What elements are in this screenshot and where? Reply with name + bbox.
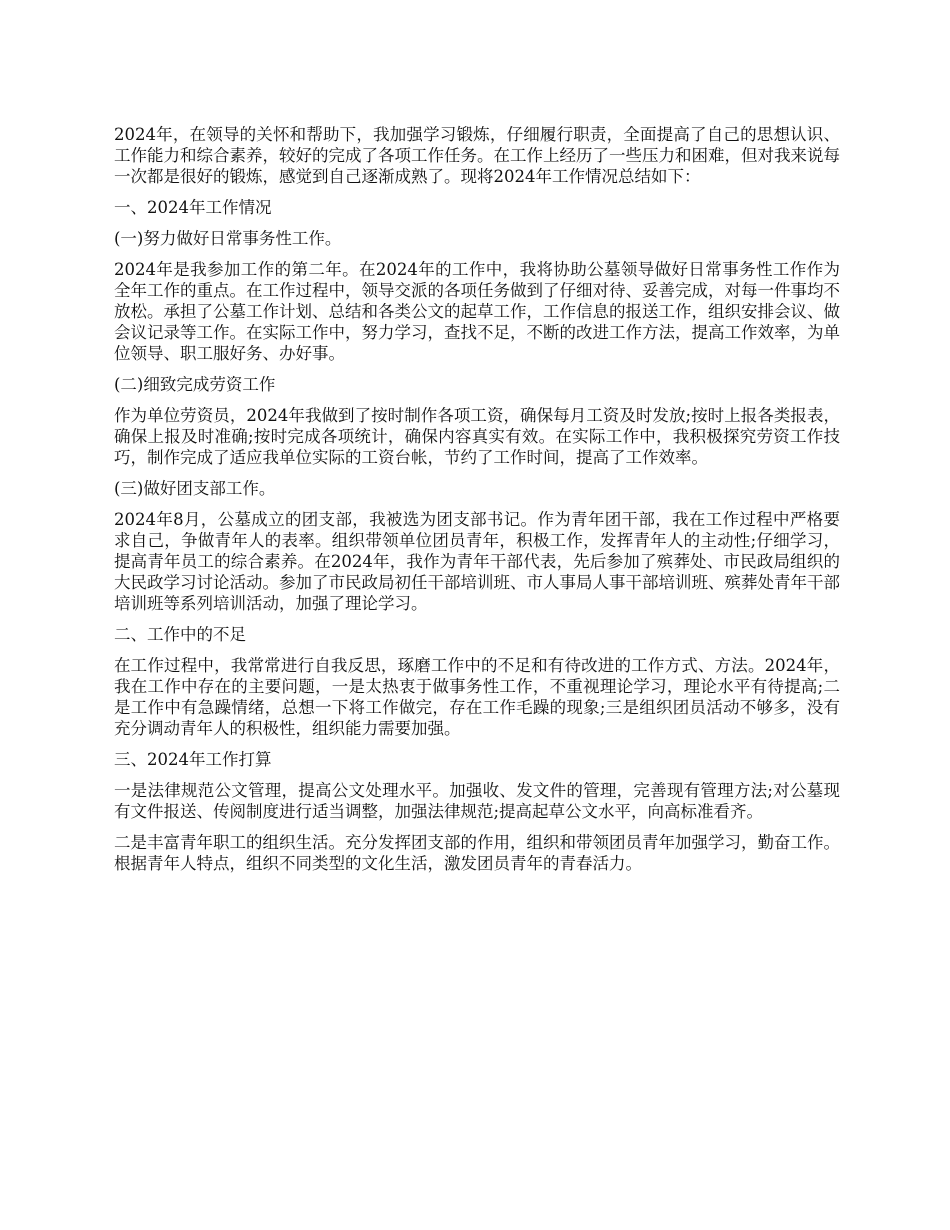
document-body [114,124,840,884]
subheading-payroll: (二)细致完成劳资工作 [114,375,276,394]
paragraph-shortcomings: 在工作过程中，我常常进行自我反思，琢磨工作中的不足和有待改进的工作方式、方法。2024年，我在工作中存在的主要问题，一是太热衷于做事务性工作，不重视理论学习，理论水平有待提高;二是工作中有急躁情绪，总想一下将工作做完，存在工作毛躁的现象;三是组织团员活动不够多，没有充分调动青年人的积极性，组织能力需要加强。 [114,656,840,738]
paragraph-plan-two: 二是丰富青年职工的组织生活。充分发挥团支部的作用，组织和带领团员青年加强学习，勤奋工作。根据青年人特点，组织不同类型的文化生活，激发团员青年的青春活力。 [114,833,840,873]
subheading-youth-league: (三)做好团支部工作。 [114,479,276,498]
paragraph-payroll: 作为单位劳资员，2024年我做到了按时制作各项工资，确保每月工资及时发放;按时上报各类报表，确保上报及时准确;按时完成各项统计，确保内容真实有效。在实际工作中，我积极探究劳资工作技巧，制作完成了适应我单位实际的工资台帐，节约了工作时间，提高了工作效率。 [114,406,840,467]
paragraph-daily-affairs: 2024年是我参加工作的第二年。在2024年的工作中，我将协助公墓领导做好日常事务性工作作为全年工作的重点。在工作过程中，领导交派的各项任务做到了仔细对待、妥善完成，对每一件事均不放松。承担了公墓工作计划、总结和各类公文的起草工作，工作信息的报送工作，组织安排会议、做会议记录等工作。在实际工作中，努力学习，查找不足，不断的改进工作方法，提高工作效率，为单位领导、职工服好务、办好事。 [114,260,840,363]
section-heading-work-status: 一、2024年工作情况 [114,198,272,217]
paragraph-youth-league: 2024年8月，公墓成立的团支部，我被选为团支部书记。作为青年团干部，我在工作过程中严格要求自己，争做青年人的表率。组织带领单位团员青年，积极工作，发挥青年人的主动性;仔细学习，提高青年员工的综合素养。在2024年，我作为青年干部代表，先后参加了殡葬处、市民政局组织的大民政学习讨论活动。参加了市民政局初任干部培训班、市人事局人事干部培训班、殡葬处青年干部培训班等系列培训活动，加强了理论学习。 [114,510,840,613]
section-heading-shortcomings: 二、工作中的不足 [114,625,246,644]
section-heading-plans: 三、2024年工作打算 [114,750,272,769]
subheading-daily-affairs: (一)努力做好日常事务性工作。 [114,229,342,248]
intro-paragraph: 2024年，在领导的关怀和帮助下，我加强学习锻炼，仔细履行职责，全面提高了自己的思想认识、工作能力和综合素养，较好的完成了各项工作任务。在工作上经历了一些压力和困难，但对我来说每一次都是很好的锻炼，感觉到自己逐渐成熟了。现将2024年工作情况总结如下： [114,125,840,186]
paragraph-plan-one: 一是法律规范公文管理，提高公文处理水平。加强收、发文件的管理，完善现有管理方法;对公墓现有文件报送、传阅制度进行适当调整，加强法律规范;提高起草公文水平，向高标准看齐。 [114,781,840,821]
